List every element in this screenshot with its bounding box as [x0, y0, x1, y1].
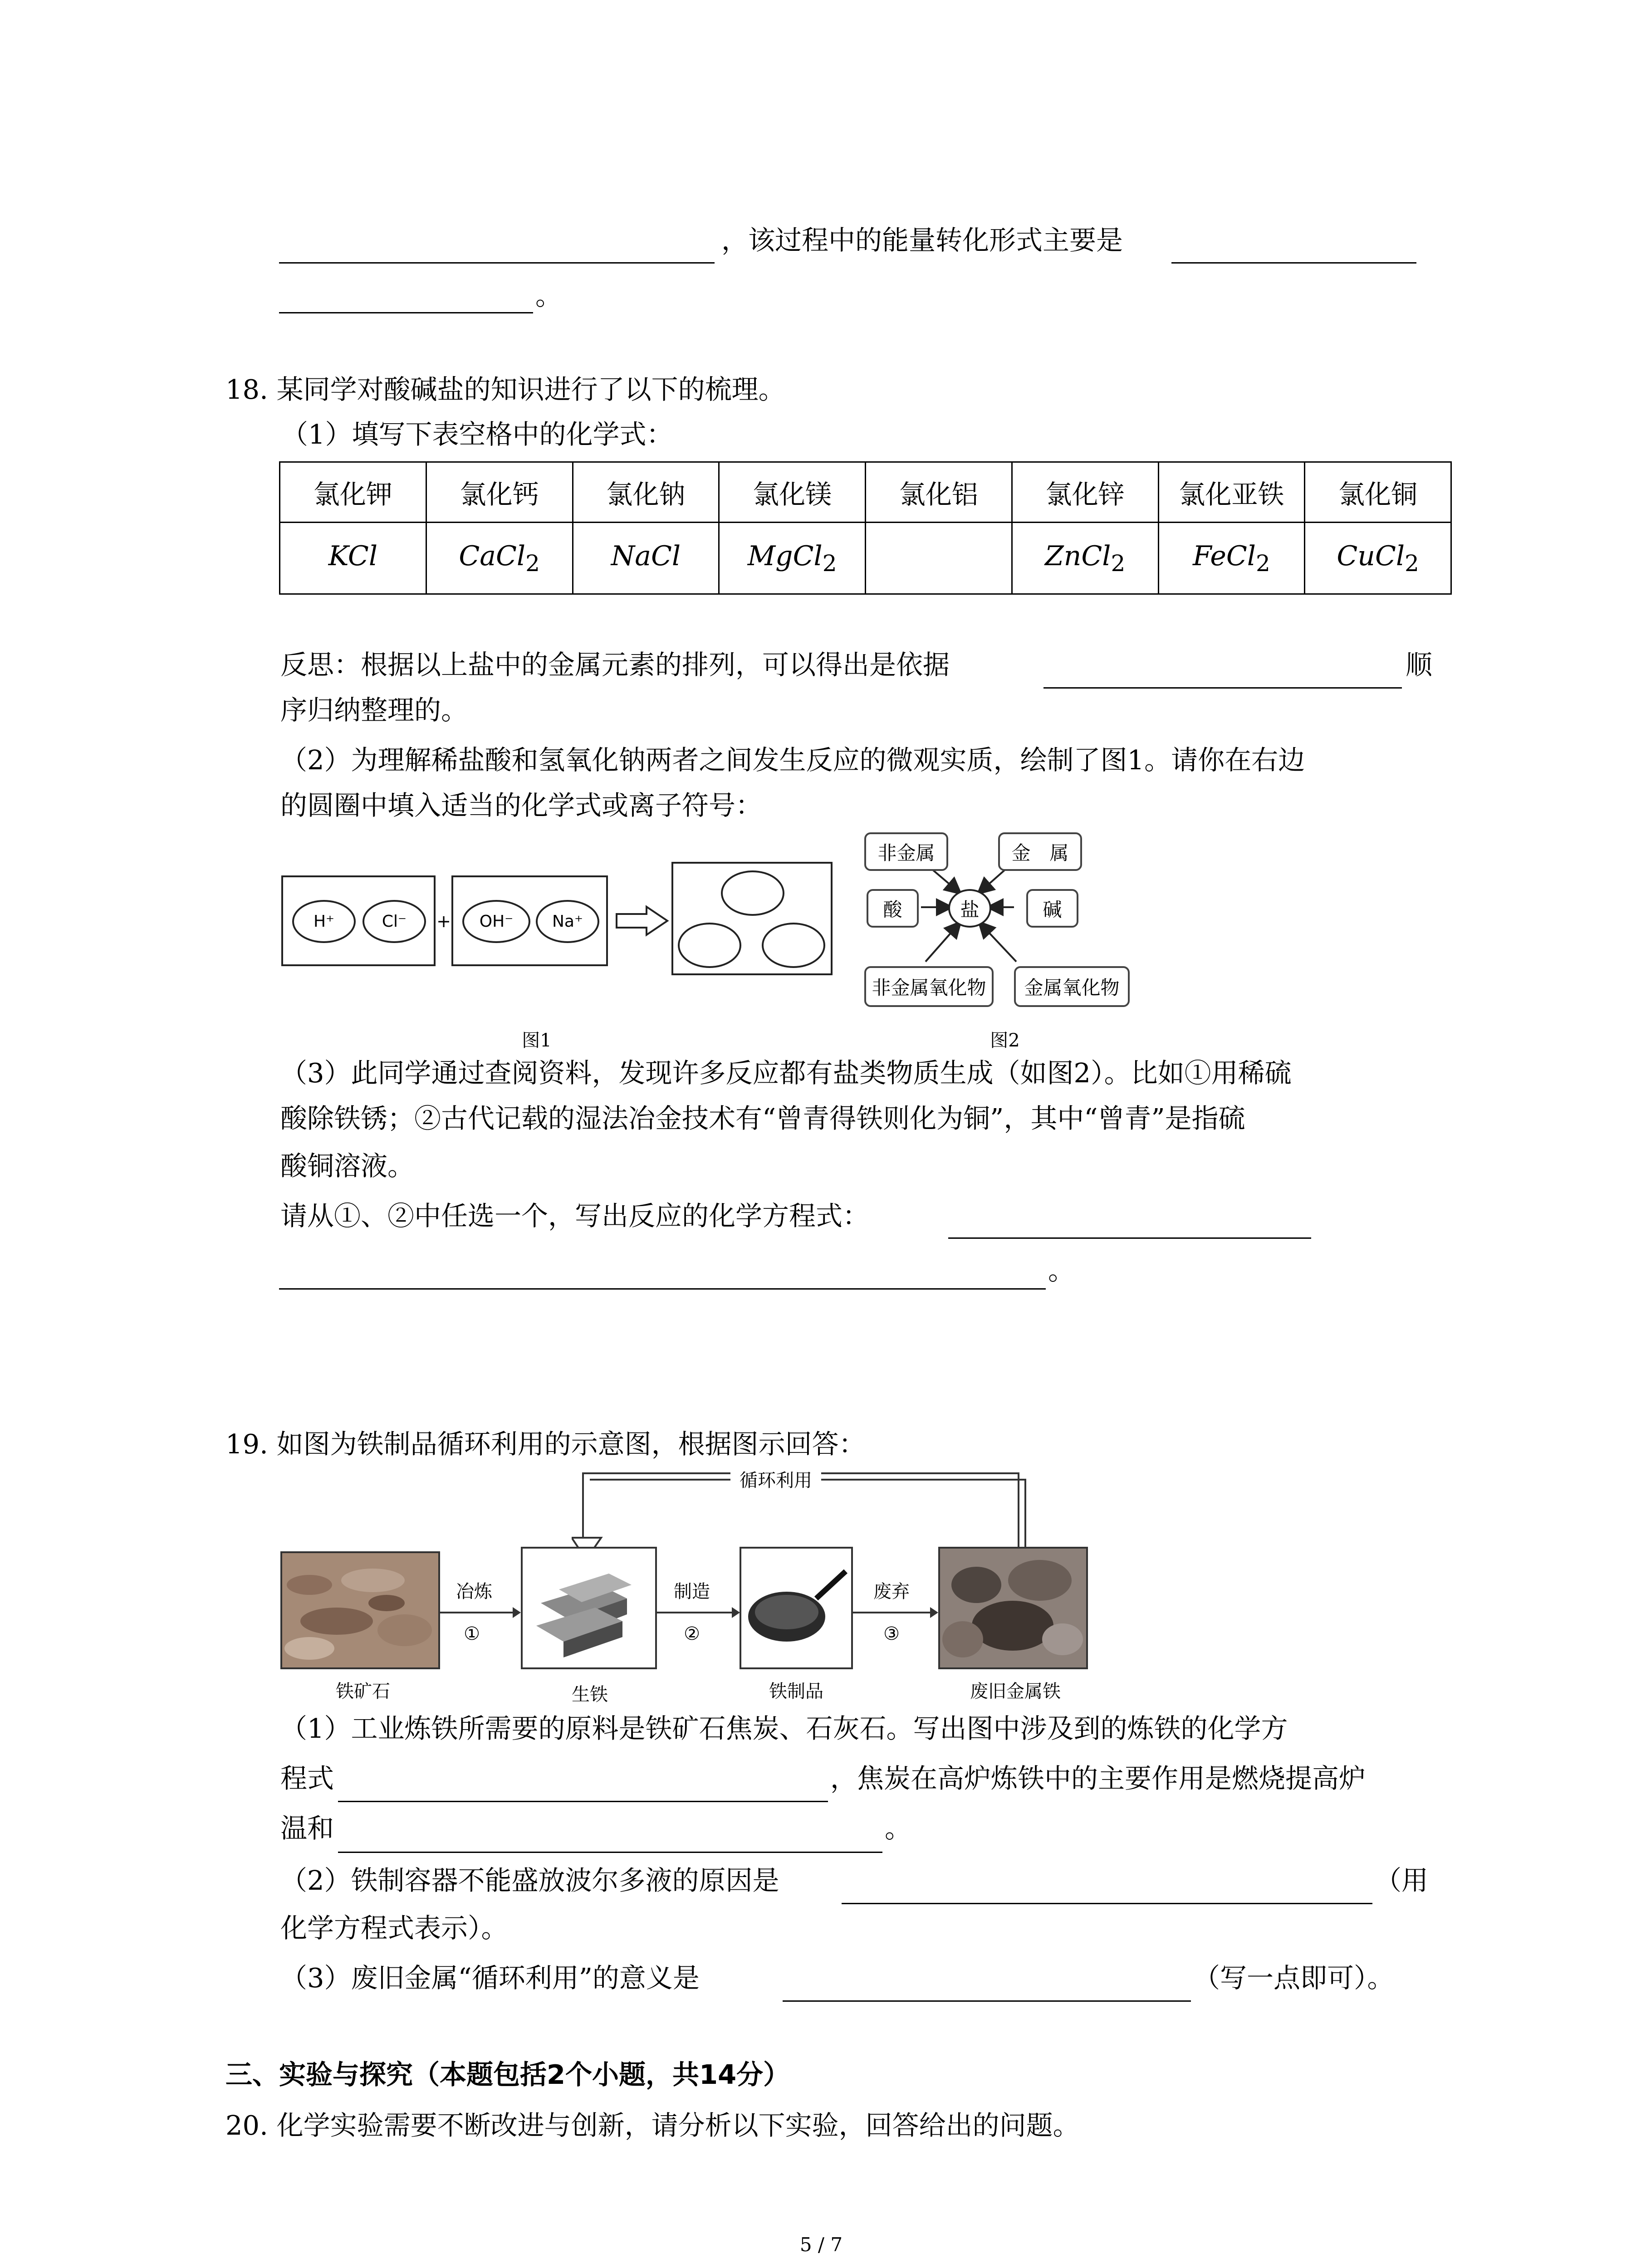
empty-circle[interactable]: [721, 870, 784, 916]
formula-text: KCl: [328, 540, 378, 572]
table-header-cell: 氯化铜: [1305, 462, 1451, 523]
question-18-part3: （3）此同学通过查阅资料，发现许多反应都有盐类物质生成（如图2）。比如①用稀硫: [280, 1057, 1292, 1089]
question-20-stem: 20. 化学实验需要不断改进与创新，请分析以下实验，回答给出的问题。: [225, 2110, 1080, 2141]
answer-blank[interactable]: [842, 1903, 1372, 1904]
formula-subscript: 2: [1111, 550, 1126, 577]
table-header-cell: 氯化钾: [280, 462, 426, 523]
figure1-caption: 图1: [522, 1030, 552, 1051]
arrow-label: 冶炼: [456, 1581, 492, 1602]
reflect-text: 反思：根据以上盐中的金属元素的排列，可以得出是依据: [280, 649, 950, 680]
question-19-part1: ，焦炭在高炉炼铁中的主要作用是燃烧提高炉: [830, 1763, 1366, 1794]
figure1-product-box: [671, 862, 833, 975]
formula-text: ZnCl: [1045, 540, 1111, 572]
node-metal-oxide: 金属氧化物: [1014, 966, 1130, 1007]
table-header-cell: 氯化钙: [426, 462, 573, 523]
salt-formula-table: [279, 461, 1452, 595]
question-18-ask: 请从①、②中任选一个，写出反应的化学方程式：: [280, 1200, 870, 1232]
text-line: 。: [535, 280, 563, 311]
ion-na: Na⁺: [536, 900, 599, 943]
figure1-reactant-box-base: [451, 875, 608, 966]
iron-ore-image: [280, 1551, 440, 1669]
plus-sign: +: [436, 911, 451, 931]
empty-circle[interactable]: [678, 923, 741, 968]
question-19-part3: （写一点即可）。: [1193, 1962, 1394, 1994]
question-19-part2: （2）铁制容器不能盛放波尔多液的原因是: [280, 1865, 779, 1896]
table-header-cell: 氯化亚铁: [1158, 462, 1305, 523]
formula-subscript: 2: [1405, 550, 1419, 577]
item-label: 铁制品: [769, 1681, 823, 1702]
pig-iron-image: [521, 1547, 657, 1669]
node-metal: 金 属: [998, 832, 1082, 871]
scrap-iron-image: [938, 1547, 1088, 1669]
table-formula-cell: [573, 523, 719, 594]
arrow-label: 废弃: [873, 1581, 910, 1602]
formula-text: CuCl: [1337, 540, 1405, 572]
ion-h: H⁺: [292, 900, 356, 943]
formula-text: FeCl: [1192, 540, 1256, 572]
item-label: 铁矿石: [336, 1681, 390, 1702]
arrow-number: ③: [883, 1623, 900, 1644]
question-19-part2: （用: [1375, 1865, 1429, 1896]
answer-blank[interactable]: [948, 1237, 1311, 1239]
table-formula-cell: [1012, 523, 1158, 594]
reaction-arrow-icon: [615, 905, 669, 937]
question-18-part1: （1）填写下表空格中的化学式：: [281, 419, 673, 450]
iron-product-image: [740, 1547, 853, 1669]
arrow-number: ①: [464, 1623, 480, 1644]
answer-blank[interactable]: [279, 262, 715, 264]
table-formula-row: [280, 523, 1451, 594]
answer-blank[interactable]: [783, 2000, 1191, 2002]
page-number: 5 / 7: [799, 2234, 843, 2256]
reflect-text: 顺: [1406, 649, 1433, 680]
question-18-part2: （2）为理解稀盐酸和氢氧化钠两者之间发生反应的微观实质，绘制了图1。请你在右边: [280, 744, 1305, 776]
question-18-part3: 酸除铁锈；②古代记载的湿法冶金技术有“曾青得铁则化为铜”，其中“曾青”是指硫: [280, 1103, 1245, 1134]
question-19-part1: （1）工业炼铁所需要的原料是铁矿石焦炭、石灰石。写出图中涉及到的炼铁的化学方: [280, 1713, 1288, 1744]
formula-text: MgCl: [747, 540, 823, 572]
arrow-number: ②: [684, 1623, 700, 1644]
text-line: 。: [1048, 1255, 1075, 1286]
table-formula-cell: [1158, 523, 1305, 594]
table-header-cell: 氯化钠: [573, 462, 719, 523]
formula-text: NaCl: [611, 540, 681, 572]
table-formula-cell: [280, 523, 426, 594]
loop-label: 循环利用: [730, 1470, 821, 1491]
formula-subscript: 2: [1255, 550, 1270, 577]
question-19-part1: 温和: [280, 1813, 334, 1844]
answer-blank[interactable]: [1043, 687, 1402, 689]
process-arrow-icon: [440, 1603, 522, 1622]
answer-blank[interactable]: [279, 1288, 1046, 1290]
answer-blank[interactable]: [338, 1852, 882, 1853]
node-base: 碱: [1026, 889, 1078, 928]
reflect-text: 序归纳整理的。: [280, 694, 468, 726]
item-label: 生铁: [572, 1684, 608, 1705]
table-answer-cell[interactable]: [866, 523, 1012, 594]
figure2-caption: 图2: [990, 1030, 1020, 1051]
question-19-stem: 19. 如图为铁制品循环利用的示意图，根据图示回答：: [225, 1428, 866, 1460]
formula-subscript: 2: [822, 550, 837, 577]
node-salt: 盐: [948, 889, 991, 928]
ion-cl: Cl⁻: [362, 900, 426, 943]
table-formula-cell: [1305, 523, 1451, 594]
table-formula-cell: [719, 523, 866, 594]
question-18-stem: 18. 某同学对酸碱盐的知识进行了以下的梳理。: [225, 374, 785, 405]
item-label: 废旧金属铁: [970, 1681, 1061, 1702]
table-formula-cell: [426, 523, 573, 594]
question-19-part2: 化学方程式表示）。: [280, 1912, 508, 1944]
answer-blank[interactable]: [338, 1801, 828, 1802]
answer-blank[interactable]: [1171, 262, 1416, 264]
question-18-part3: 酸铜溶液。: [280, 1150, 415, 1182]
process-arrow-icon: [853, 1603, 939, 1622]
table-header-row: [280, 462, 1451, 523]
node-nonmetal: 非金属: [864, 832, 948, 871]
table-header-cell: 氯化镁: [719, 462, 866, 523]
formula-subscript: 2: [525, 550, 540, 577]
answer-blank[interactable]: [279, 312, 533, 313]
table-header-cell: 氯化锌: [1012, 462, 1158, 523]
question-19-part1: 程式: [280, 1763, 334, 1794]
figure1-reactant-box-acid: [281, 875, 436, 966]
text-line: ，该过程中的能量转化形式主要是: [721, 225, 1123, 256]
ion-oh: OH⁻: [462, 900, 530, 943]
empty-circle[interactable]: [762, 923, 825, 968]
node-acid: 酸: [867, 889, 919, 928]
arrow-label: 制造: [674, 1581, 710, 1602]
question-19-part3: （3）废旧金属“循环利用”的意义是: [280, 1962, 700, 1994]
table-header-cell: 氯化铝: [866, 462, 1012, 523]
formula-text: CaCl: [459, 540, 526, 572]
question-19-part1: 。: [885, 1813, 912, 1844]
section-heading: 三、实验与探究（本题包括2个小题，共14分）: [225, 2059, 790, 2090]
process-arrow-icon: [657, 1603, 741, 1622]
node-nonmetal-oxide: 非金属氧化物: [864, 966, 994, 1007]
question-18-part2: 的圆圈中填入适当的化学式或离子符号：: [280, 790, 763, 821]
